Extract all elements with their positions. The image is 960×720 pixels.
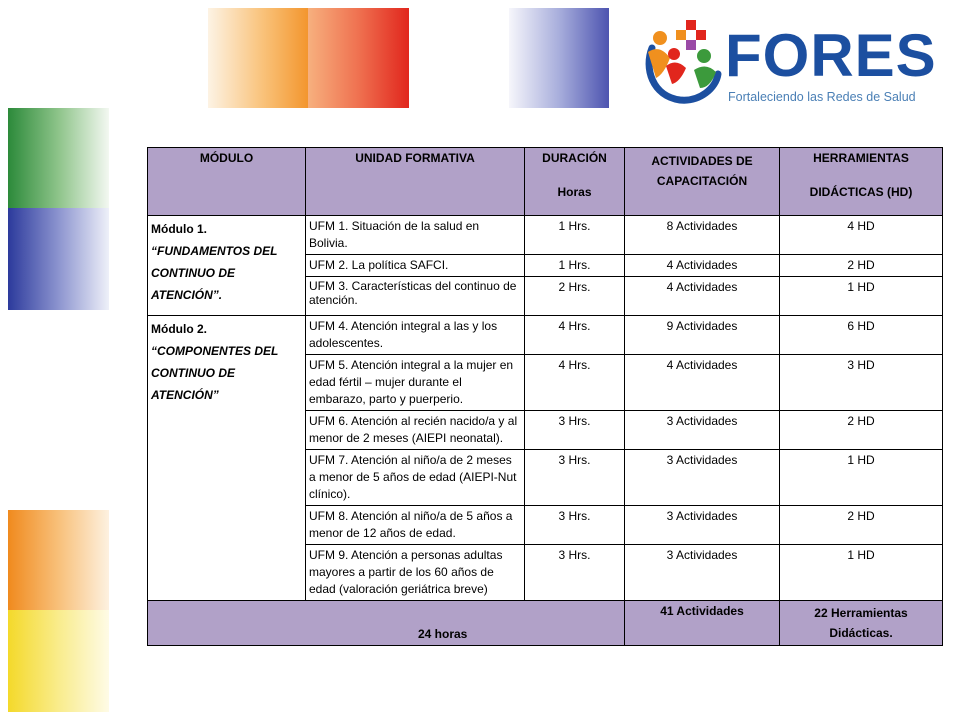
tools-cell: 1 HD	[780, 545, 943, 601]
decor-blue-square-top	[509, 8, 609, 108]
module-1-name-line: ATENCIÓN”.	[151, 288, 223, 302]
tools-cell: 1 HD	[780, 277, 943, 316]
unit-cell: UFM 8. Atención al niño/a de 5 años a menor de 12 años de edad.	[306, 506, 525, 545]
total-tools	[780, 601, 943, 646]
fores-logo-tagline: Fortaleciendo las Redes de Salud	[728, 90, 916, 104]
activities-cell: 8 Actividades	[625, 216, 780, 255]
table-row	[148, 316, 943, 355]
total-tools-line: 22 Herramientas	[814, 606, 908, 620]
fores-logo-wordmark: FORES	[725, 22, 937, 89]
module-1-cell	[148, 216, 306, 316]
totals-row	[148, 601, 943, 646]
tools-cell: 2 HD	[780, 411, 943, 450]
activities-cell: 3 Actividades	[625, 411, 780, 450]
activities-cell: 4 Actividades	[625, 277, 780, 316]
table-row	[148, 216, 943, 255]
unit-cell: UFM 4. Atención integral a las y los adolescentes.	[306, 316, 525, 355]
decor-orange-square-left	[8, 510, 109, 610]
decor-yellow-square-left	[8, 610, 109, 712]
duration-cell: 3 Hrs.	[525, 506, 625, 545]
total-tools-line: Didácticas.	[829, 626, 893, 640]
decor-orange-square-top	[208, 8, 308, 108]
duration-cell: 4 Hrs.	[525, 355, 625, 411]
activities-cell: 3 Actividades	[625, 506, 780, 545]
duration-cell: 3 Hrs.	[525, 545, 625, 601]
decor-red-square-top	[308, 8, 409, 108]
module-1-name-line: “FUNDAMENTOS DEL	[151, 244, 278, 258]
duration-cell: 2 Hrs.	[525, 277, 625, 316]
module-2-name-line: CONTINUO DE	[151, 366, 235, 380]
activities-cell: 9 Actividades	[625, 316, 780, 355]
tools-cell: 4 HD	[780, 216, 943, 255]
tools-cell: 6 HD	[780, 316, 943, 355]
decor-blue-square-left	[8, 208, 109, 310]
module-2-cell	[148, 316, 306, 601]
tools-cell: 1 HD	[780, 450, 943, 506]
header-herramientas: HERRAMIENTAS DIDÁCTICAS (HD)	[780, 148, 943, 216]
module-2-title: Módulo 2.	[151, 322, 207, 336]
duration-cell: 4 Hrs.	[525, 316, 625, 355]
module-2-name-line: “COMPONENTES DEL	[151, 344, 279, 358]
tools-cell: 2 HD	[780, 506, 943, 545]
header-duracion: DURACIÓN Horas	[525, 148, 625, 216]
module-1-name-line: CONTINUO DE	[151, 266, 235, 280]
duration-cell: 3 Hrs.	[525, 450, 625, 506]
unit-cell: UFM 6. Atención al recién nacido/a y al menor de 2 meses (AIEPI neonatal).	[306, 411, 525, 450]
tools-cell: 3 HD	[780, 355, 943, 411]
duration-cell: 1 Hrs.	[525, 216, 625, 255]
activities-cell: 4 Actividades	[625, 355, 780, 411]
unit-cell: UFM 5. Atención integral a la mujer en edad fértil – mujer durante el embarazo, parto y puerperio.	[306, 355, 525, 411]
total-activities: 41 Actividades	[625, 601, 780, 646]
unit-cell: UFM 3. Características del continuo de atención.	[306, 277, 525, 316]
total-duration: 24 horas	[148, 601, 625, 646]
fores-logo-icon	[638, 18, 723, 108]
module-1-title: Módulo 1.	[151, 222, 207, 236]
unit-cell: UFM 1. Situación de la salud en Bolivia.	[306, 216, 525, 255]
header-modulo: MÓDULO	[148, 148, 306, 216]
unit-cell: UFM 9. Atención a personas adultas mayores a partir de los 60 años de edad (valoración geriátrica breve)	[306, 545, 525, 601]
unit-cell: UFM 2. La política SAFCI.	[306, 255, 525, 277]
module-2-name-line: ATENCIÓN”	[151, 388, 219, 402]
activities-cell: 3 Actividades	[625, 450, 780, 506]
header-actividades: ACTIVIDADES DE CAPACITACIÓN	[625, 148, 780, 216]
duration-cell: 1 Hrs.	[525, 255, 625, 277]
tools-cell: 2 HD	[780, 255, 943, 277]
activities-cell: 3 Actividades	[625, 545, 780, 601]
table-header-row	[148, 148, 943, 216]
unit-cell: UFM 7. Atención al niño/a de 2 meses a menor de 5 años de edad (AIEPI-Nut clínico).	[306, 450, 525, 506]
decor-green-square-left	[8, 108, 109, 208]
duration-cell: 3 Hrs.	[525, 411, 625, 450]
header-unidad-formativa: UNIDAD FORMATIVA	[306, 148, 525, 216]
training-modules-table	[147, 147, 943, 646]
fores-logo	[638, 18, 938, 108]
activities-cell: 4 Actividades	[625, 255, 780, 277]
